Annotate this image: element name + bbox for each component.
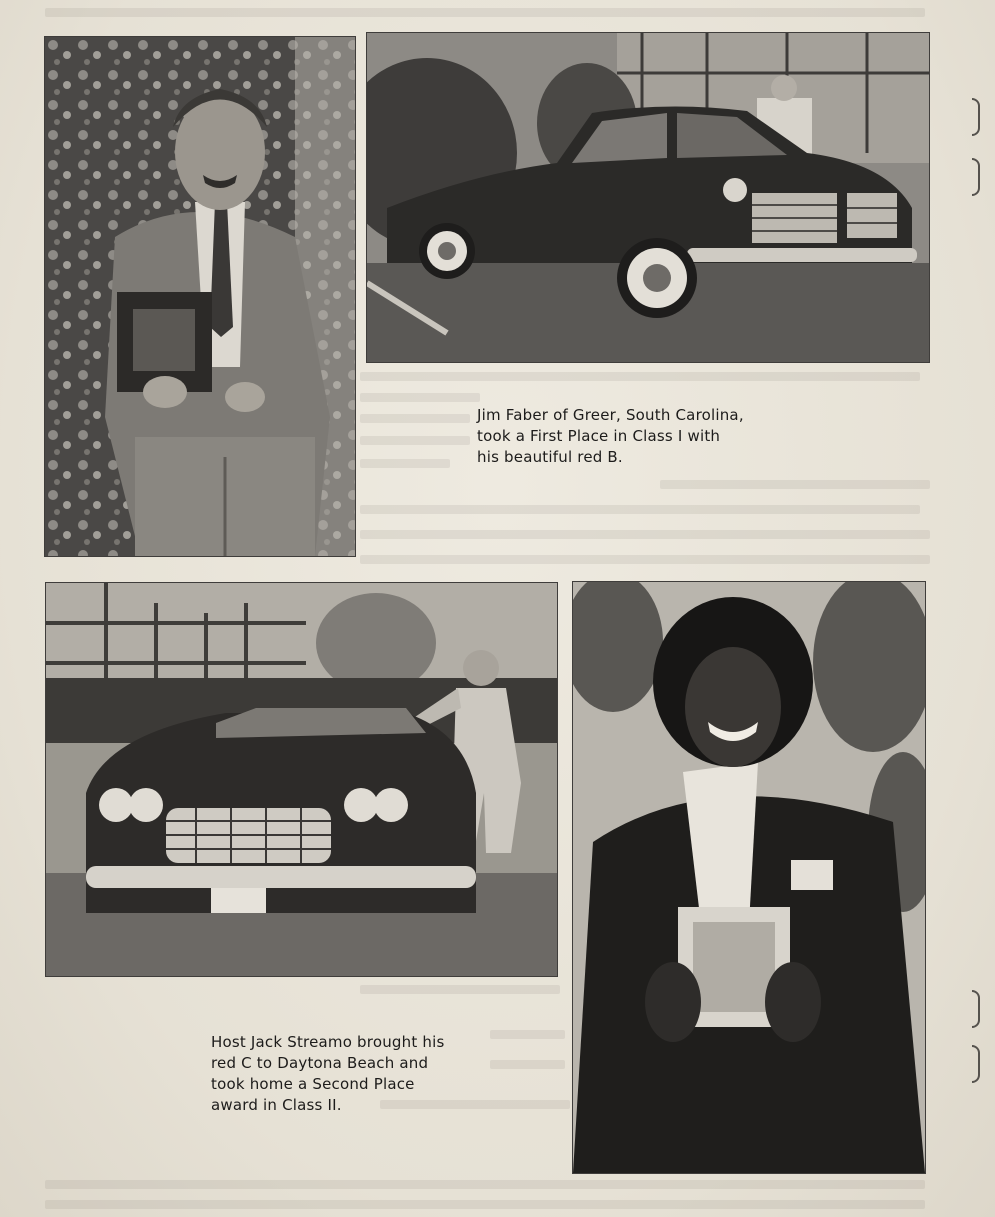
caption-line: took home a Second Place bbox=[211, 1075, 415, 1093]
bleed-through-text bbox=[360, 555, 930, 564]
bleed-through-text bbox=[360, 459, 450, 468]
bleed-through-text bbox=[360, 414, 470, 423]
bleed-through-text bbox=[360, 505, 920, 514]
binding-ring-mark bbox=[972, 158, 980, 196]
caption-line: award in Class II. bbox=[211, 1096, 342, 1114]
caption-jim-faber bbox=[477, 405, 744, 468]
car-illustration bbox=[367, 33, 929, 362]
bleed-through-text bbox=[45, 1200, 925, 1209]
photo-jim-faber-portrait bbox=[45, 37, 355, 556]
caption-line: took a First Place in Class I with bbox=[477, 427, 721, 445]
binding-ring-mark bbox=[972, 1045, 980, 1083]
binding-ring-mark bbox=[972, 990, 980, 1028]
photo-award-winner-portrait bbox=[573, 582, 925, 1173]
binding-ring-mark bbox=[972, 98, 980, 136]
bleed-through-text bbox=[360, 436, 470, 445]
bleed-through-text bbox=[660, 480, 930, 489]
bleed-through-text bbox=[360, 372, 920, 381]
bleed-through-text bbox=[45, 1180, 925, 1189]
bleed-through-text bbox=[360, 985, 560, 994]
winner-illustration bbox=[573, 582, 925, 1173]
bleed-through-text bbox=[45, 8, 925, 17]
caption-line: his beautiful red B. bbox=[477, 448, 623, 466]
bleed-through-text bbox=[360, 530, 930, 539]
caption-line: Jim Faber of Greer, South Carolina, bbox=[477, 406, 744, 424]
photo-jack-streamo-car bbox=[46, 583, 557, 976]
caption-line: Host Jack Streamo brought his bbox=[211, 1033, 445, 1051]
bleed-through-text bbox=[490, 1060, 565, 1069]
portrait-illustration bbox=[45, 37, 355, 556]
bleed-through-text bbox=[360, 393, 480, 402]
photo-red-b-car bbox=[367, 33, 929, 362]
bleed-through-text bbox=[490, 1030, 565, 1039]
caption-line: red C to Daytona Beach and bbox=[211, 1054, 429, 1072]
caption-jack-streamo bbox=[211, 1032, 444, 1116]
host-car-illustration bbox=[46, 583, 557, 976]
